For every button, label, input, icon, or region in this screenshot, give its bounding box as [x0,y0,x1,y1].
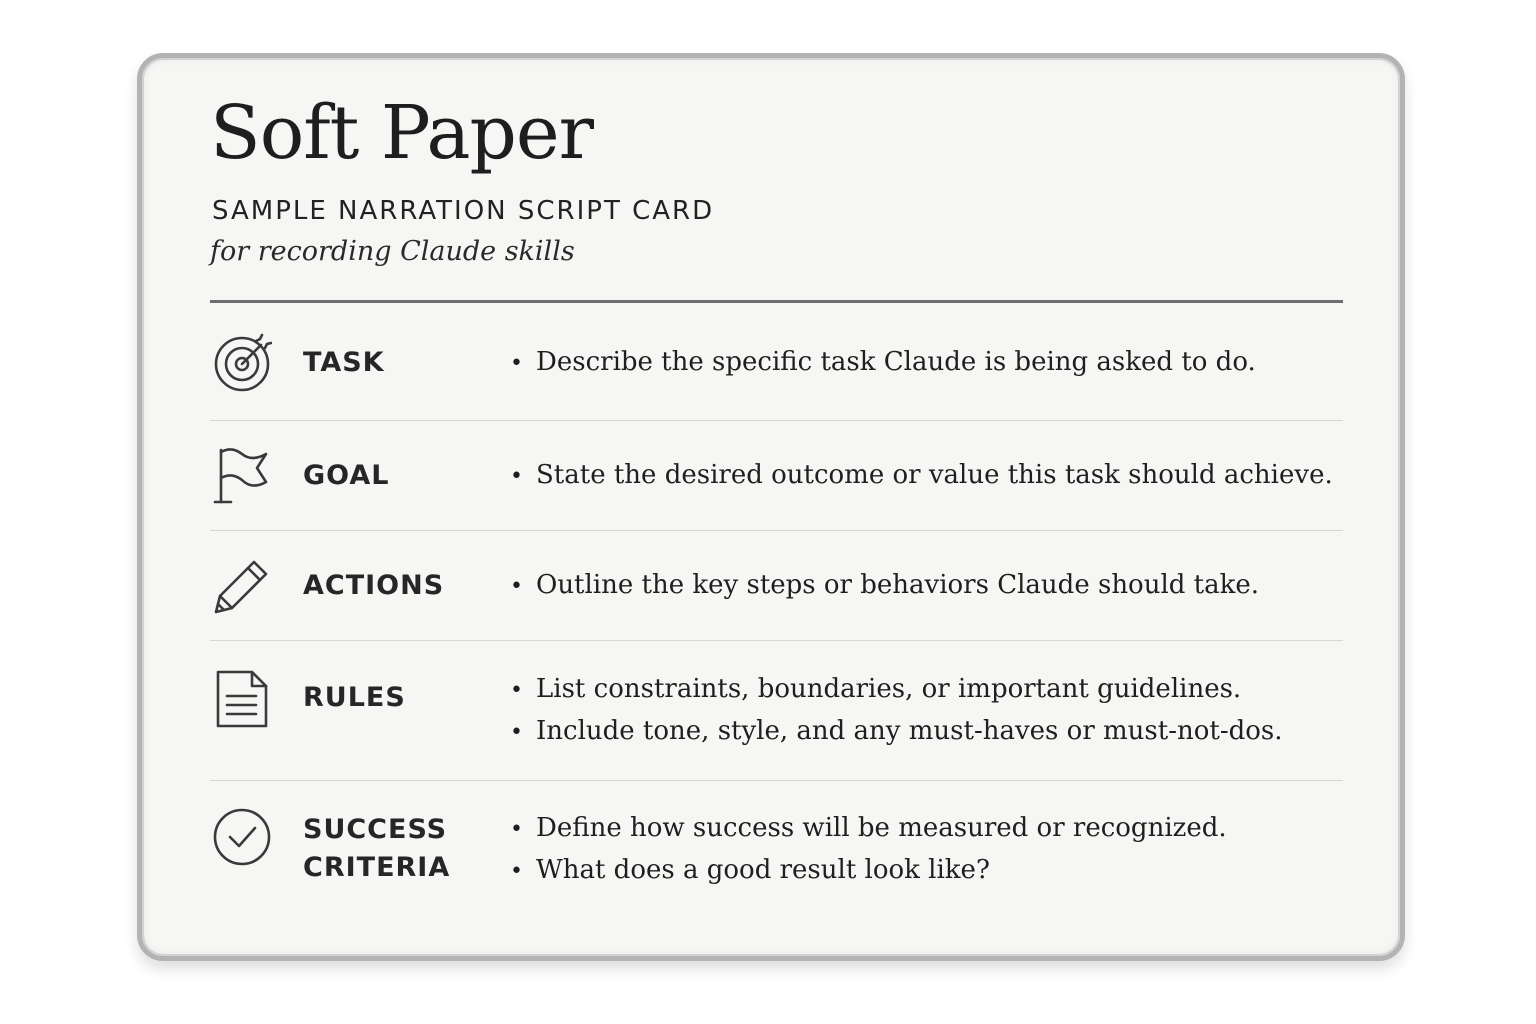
bullet-text: Describe the specific task Claude is being asked to do. [536,347,1256,377]
card-subtitle: SAMPLE NARRATION SCRIPT CARD [212,196,715,226]
section-label: TASK [303,347,385,378]
target-icon [212,333,272,393]
bullet-item [510,669,1283,711]
section-label: SUCCESS CRITERIA [303,814,451,883]
bullet-list [510,565,1259,607]
bullet-item [510,565,1259,607]
section-list [210,303,1343,911]
bullet-item [510,711,1283,753]
card-tagline: for recording Claude skills [210,236,575,267]
section-goal [210,421,1343,531]
section-rules [210,641,1343,781]
bullet-dot: • [510,859,523,884]
section-task [210,303,1343,421]
pencil-icon [212,556,272,616]
bullet-dot: • [510,464,523,489]
bullet-list [510,342,1256,384]
card-title: Soft Paper [210,90,594,176]
bullet-list [510,455,1333,497]
section-label: GOAL [303,460,390,491]
bullet-text: State the desired outcome or value this task should achieve. [536,460,1333,490]
bullet-text: Include tone, style, and any must-haves or must-not-dos. [536,716,1283,746]
section-label: RULES [303,682,406,713]
checkmark-circle-icon [212,807,272,867]
section-actions [210,531,1343,641]
bullet-list [510,808,1227,892]
bullet-item [510,808,1227,850]
bullet-list [510,669,1283,753]
section-success-criteria [210,781,1343,911]
bullet-dot: • [510,574,523,599]
section-label: ACTIONS [303,570,445,601]
flag-icon [212,446,272,506]
bullet-dot: • [510,720,523,745]
bullet-text: What does a good result look like? [536,855,990,885]
script-card [137,53,1405,961]
bullet-dot: • [510,817,523,842]
bullet-item [510,455,1333,497]
bullet-text: Outline the key steps or behaviors Claude should take. [536,570,1260,600]
bullet-dot: • [510,351,523,376]
bullet-text: List constraints, boundaries, or important guidelines. [536,674,1242,704]
bullet-item [510,850,1227,892]
document-icon [212,670,272,730]
bullet-text: Define how success will be measured or recognized. [536,813,1227,843]
bullet-dot: • [510,678,523,703]
bullet-item [510,342,1256,384]
